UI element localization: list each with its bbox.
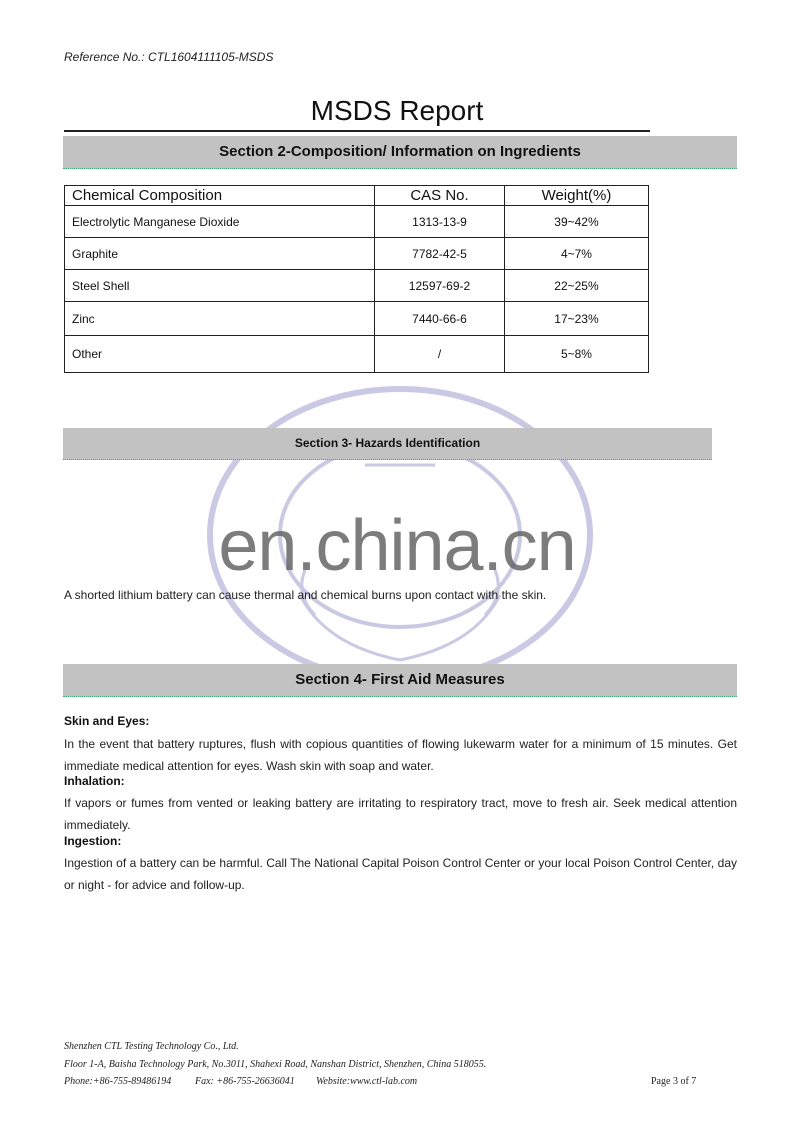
column-header: Weight(%) xyxy=(504,186,648,206)
table-row xyxy=(65,206,649,238)
table-cell: 5~8% xyxy=(504,336,648,373)
watermark-text: en.china.cn xyxy=(218,506,576,586)
footer-phone: Phone:+86-755-89486194 xyxy=(64,1076,172,1087)
skin-eyes-text: In the event that battery ruptures, flush with copious quantities of flowing lukewarm water for a minimum of 15 minutes. Get immediate medical attention for eyes. Wash skin with soap and water. xyxy=(64,737,737,773)
table-cell: 22~25% xyxy=(504,270,648,302)
reference-number: Reference No.: CTL1604111105-MSDS xyxy=(64,50,274,64)
table-row xyxy=(65,238,649,270)
table-row xyxy=(65,336,649,373)
footer-address: Floor 1-A, Baisha Technology Park, No.3011, Shahexi Road, Nanshan District, Shenzhen, China 518055. xyxy=(64,1059,487,1070)
title-underline xyxy=(64,130,650,132)
table-cell: 1313-13-9 xyxy=(375,206,505,238)
section-3-heading: Section 3- Hazards Identification xyxy=(63,428,712,460)
table-cell: Graphite xyxy=(65,238,375,270)
inhalation-text: If vapors or fumes from vented or leaking battery are irritating to respiratory tract, move to fresh air. Seek medical attention immediately. xyxy=(64,796,737,832)
column-header: CAS No. xyxy=(375,186,505,206)
table-row xyxy=(65,270,649,302)
table-cell: / xyxy=(375,336,505,373)
ingestion-subheading: Ingestion: xyxy=(64,834,122,848)
inhalation-subheading: Inhalation: xyxy=(64,774,125,788)
footer-website: Website:www.ctl-lab.com xyxy=(316,1076,418,1087)
table-cell: 7782-42-5 xyxy=(375,238,505,270)
table-cell: 17~23% xyxy=(504,302,648,336)
page-title: MSDS Report xyxy=(310,95,484,126)
composition-table xyxy=(64,185,649,373)
skin-eyes-subheading: Skin and Eyes: xyxy=(64,714,150,728)
column-header: Chemical Composition xyxy=(65,186,375,206)
table-cell: 4~7% xyxy=(504,238,648,270)
footer-company: Shenzhen CTL Testing Technology Co., Ltd. xyxy=(64,1041,239,1052)
table-cell: Zinc xyxy=(65,302,375,336)
hazards-text: A shorted lithium battery can cause thermal and chemical burns upon contact with the skin. xyxy=(64,588,547,602)
section-4-heading: Section 4- First Aid Measures xyxy=(63,664,737,697)
ingestion-text: Ingestion of a battery can be harmful. Call The National Capital Poison Control Center or your local Poison Control Center, day or night - for advice and follow-up. xyxy=(64,856,737,892)
footer-fax: Fax: +86-755-26636041 xyxy=(195,1076,295,1087)
table-row xyxy=(65,302,649,336)
section-2-heading: Section 2-Composition/ Information on Ingredients xyxy=(63,136,737,169)
table-cell: Other xyxy=(65,336,375,373)
table-cell: 7440-66-6 xyxy=(375,302,505,336)
table-cell: 12597-69-2 xyxy=(375,270,505,302)
table-cell: Steel Shell xyxy=(65,270,375,302)
table-header-row xyxy=(65,186,649,206)
table-cell: 39~42% xyxy=(504,206,648,238)
table-cell: Electrolytic Manganese Dioxide xyxy=(65,206,375,238)
page-number: Page 3 of 7 xyxy=(651,1076,697,1087)
